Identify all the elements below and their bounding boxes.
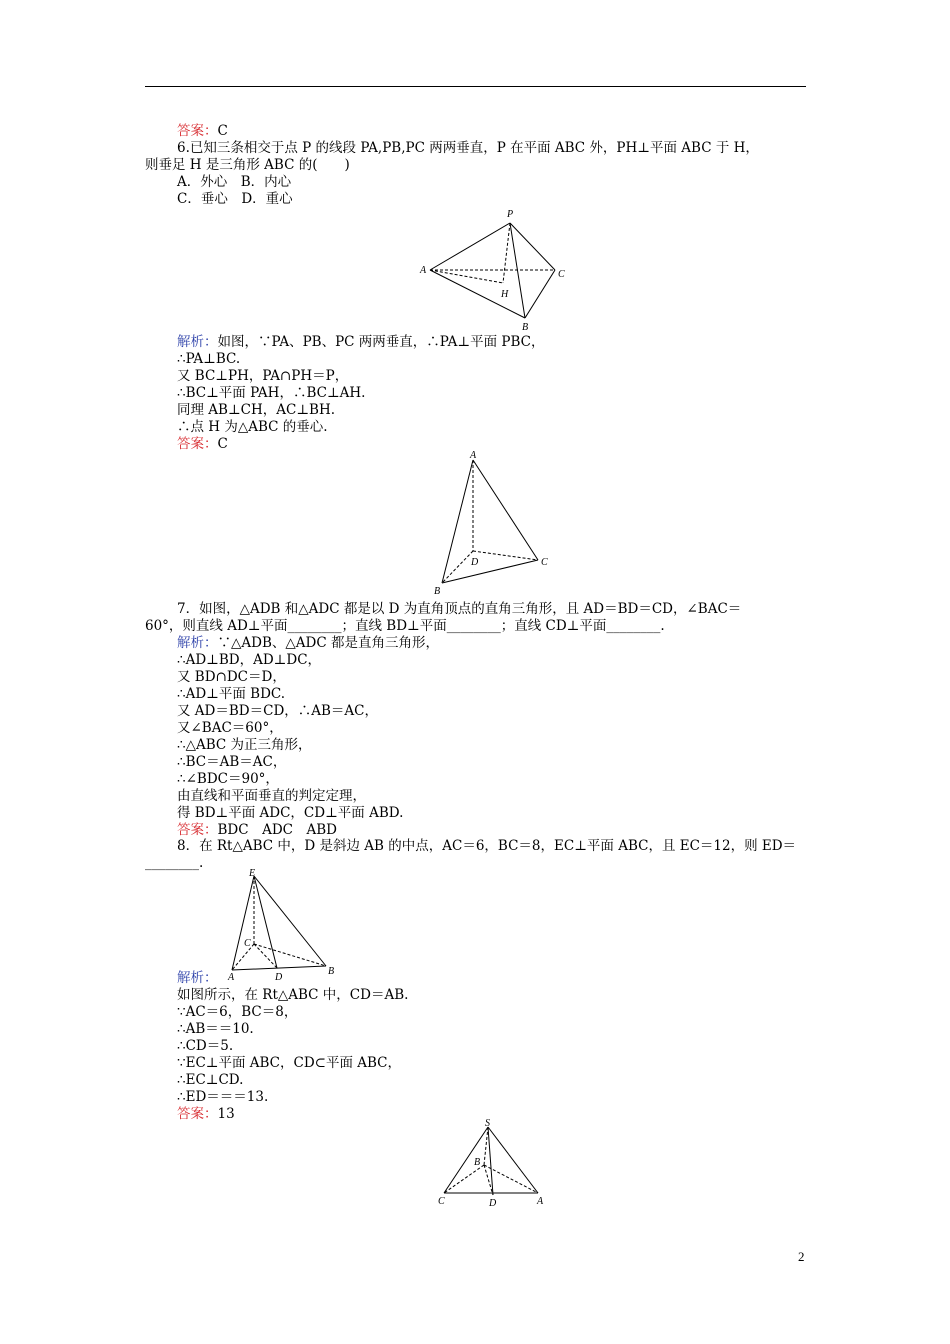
fig4-label-a: A xyxy=(537,1196,544,1207)
q6-analysis-line3: 又 BC⊥PH，PA∩PH＝P， xyxy=(177,368,349,384)
q7-stem-line1: 7．如图，△ADB 和△ADC 都是以 D 为直角顶点的直角三角形，且 AD＝BD＝CD，∠BAC＝ xyxy=(177,601,742,617)
header-rule xyxy=(145,86,806,87)
q6-stem-line1: 6.已知三条相交于点 P 的线段 PA,PB,PC 两两垂直，P 在平面 ABC 外，PH⊥平面 ABC 于 H， xyxy=(177,140,759,156)
q8-stem-line1: 8．在 Rt△ABC 中，D 是斜边 AB 的中点，AC＝6，BC＝8，EC⊥平面 ABC，且 EC＝12，则 ED＝ xyxy=(177,838,797,854)
q7-stem-line2: 60°，则直线 AD⊥平面________；直线 BD⊥平面________；直线 CD⊥平面________. xyxy=(145,618,665,634)
fig8-label-d: D xyxy=(275,972,283,983)
q8-analysis-line4: ∴CD＝5. xyxy=(177,1038,234,1054)
fig8-label-b: B xyxy=(328,966,335,977)
q6-answer: 答案：C xyxy=(177,436,228,452)
fig7-label-b: B xyxy=(434,586,441,597)
q6-figure xyxy=(415,205,575,335)
fig6-label-b: B xyxy=(522,322,529,333)
q7-figure xyxy=(428,448,558,598)
q8-analysis-line3: ∴AB＝＝10. xyxy=(177,1021,254,1037)
q7-analysis-line2: ∴AD⊥BD，AD⊥DC， xyxy=(177,652,322,668)
q6-stem-line2: 则垂足 H 是三角形 ABC 的( ) xyxy=(145,157,350,173)
q6-analysis-line5: 同理 AB⊥CH，AC⊥BH. xyxy=(177,402,336,418)
q8-answer: 答案：13 xyxy=(177,1106,235,1122)
fig4-label-s: S xyxy=(485,1118,490,1129)
q8-analysis-line2: ∵AC＝6，BC＝8， xyxy=(177,1004,298,1020)
fig7-label-c: C xyxy=(541,557,548,568)
q7-analysis-line5: 又 AD＝BD＝CD，∴AB＝AC， xyxy=(177,703,379,719)
fig8-label-e: E xyxy=(249,868,256,879)
q7-analysis-line4: ∴AD⊥平面 BDC. xyxy=(177,686,286,702)
fig6-label-c: C xyxy=(558,269,565,280)
q6-options-line1: A．外心 B．内心 xyxy=(177,174,292,190)
q8-analysis-line6: ∴EC⊥CD. xyxy=(177,1072,244,1088)
q7-analysis-line1: 解析：∵△ADB、△ADC 都是直角三角形， xyxy=(177,635,439,651)
fig4-label-d: D xyxy=(489,1198,497,1209)
fig8-label-c: C xyxy=(244,938,251,949)
q8-figure xyxy=(222,866,342,981)
q5-answer: 答案：C xyxy=(177,123,228,139)
fig4-figure xyxy=(432,1115,552,1210)
q7-answer: 答案：BDC ADC ABD xyxy=(177,822,337,838)
q6-options-line2: C．垂心 D．重心 xyxy=(177,191,293,207)
q8-analysis-line1: 如图所示，在 Rt△ABC 中，CD＝AB. xyxy=(177,987,409,1003)
fig6-label-h: H xyxy=(501,289,509,300)
fig6-label-a: A xyxy=(420,265,427,276)
fig7-label-d: D xyxy=(471,557,479,568)
q7-analysis-line9: ∴∠BDC＝90°， xyxy=(177,771,279,787)
q6-analysis-line1: 解析：如图，∵PA、PB、PC 两两垂直，∴PA⊥平面 PBC， xyxy=(177,334,545,350)
q6-analysis-line2: ∴PA⊥BC. xyxy=(177,351,241,367)
q6-analysis-line6: ∴点 H 为△ABC 的垂心. xyxy=(177,419,328,435)
fig8-label-a: A xyxy=(228,972,235,983)
q7-analysis-line7: ∴△ABC 为正三角形， xyxy=(177,737,312,753)
q8-analysis-label: 解析： xyxy=(177,970,218,986)
fig4-label-c: C xyxy=(438,1196,445,1207)
fig7-label-a: A xyxy=(470,450,477,461)
page-number: 2 xyxy=(798,1249,805,1264)
q7-analysis-line6: 又∠BAC＝60°， xyxy=(177,720,283,736)
q8-analysis-line5: ∵EC⊥平面 ABC，CD⊂平面 ABC， xyxy=(177,1055,402,1071)
fig4-label-b: B xyxy=(474,1157,481,1168)
fig6-label-p: P xyxy=(507,209,514,220)
q7-analysis-line8: ∴BC＝AB＝AC， xyxy=(177,754,287,770)
q6-analysis-line4: ∴BC⊥平面 PAH，∴BC⊥AH. xyxy=(177,385,366,401)
q8-analysis-line7: ∴ED＝＝＝13. xyxy=(177,1089,269,1105)
q7-analysis-line10: 由直线和平面垂直的判定定理， xyxy=(177,788,366,804)
q7-analysis-line3: 又 BD∩DC＝D， xyxy=(177,669,286,685)
q7-analysis-line11: 得 BD⊥平面 ADC，CD⊥平面 ABD. xyxy=(177,805,404,821)
q8-stem-line2: ________. xyxy=(145,855,204,871)
